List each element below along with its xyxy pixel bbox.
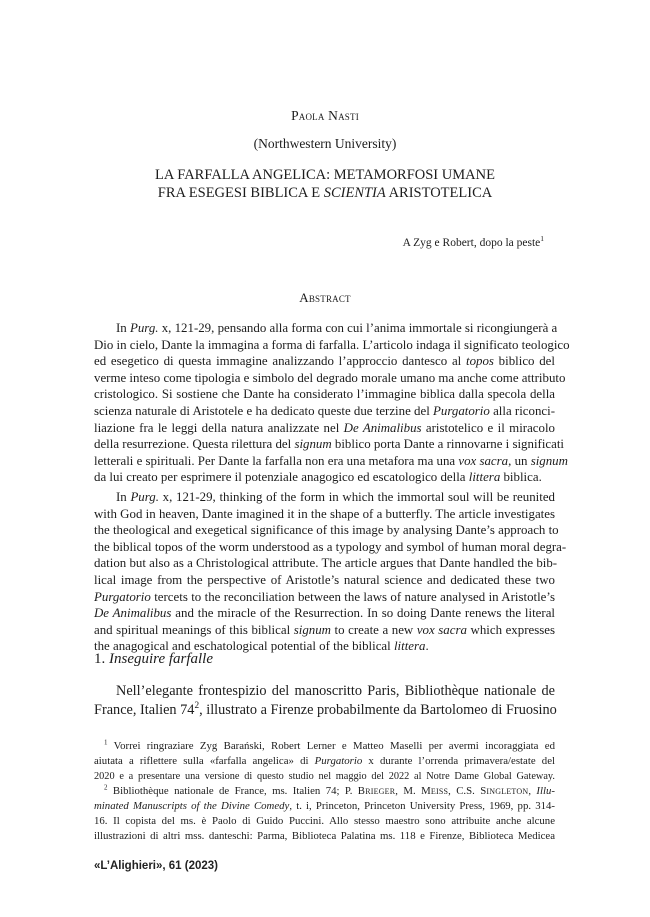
footnote-2-line <box>94 784 555 799</box>
abstract-text: scienza naturale di Aristotele e ha dedicato queste due terzine del <box>94 403 434 418</box>
abstract-line <box>94 589 555 606</box>
footnote-1-line <box>94 739 555 754</box>
footnote-2-line: 16. Il copista del ms. è Paolo di Guido Puccini. Allo stesso maestro sono attribuite anche alcune <box>94 815 555 827</box>
author-affiliation: (Northwestern University) <box>253 136 397 151</box>
abstract-italic: Purgatorio <box>94 589 151 604</box>
abstract-italian <box>94 320 570 486</box>
abstract-italic: Purg. <box>130 490 159 504</box>
footnote-2-line <box>94 799 555 814</box>
title-text: ARISTOTELICA <box>385 185 493 201</box>
abstract-text: alla riconci- <box>489 403 555 418</box>
abstract-text: della resurrezione. Questa rilettura del <box>94 437 295 452</box>
footnote-author: Singleton <box>480 785 529 797</box>
abstract-text: lical image from the perspective of Aristotle’s natural science and dedicated these two <box>94 572 555 587</box>
abstract-line <box>94 605 555 622</box>
abstract-italic: littera <box>393 639 426 654</box>
abstract-heading: Abstract <box>299 290 351 305</box>
abstract-italic: De Animalibus <box>343 420 422 435</box>
abstract-text: which expresses <box>466 622 555 637</box>
abstract-italic: signum <box>530 453 568 468</box>
abstract-text: biblico del <box>493 354 555 369</box>
abstract-text: the biblical topos of the worm understood as a typology and symbol of human moral degra- <box>94 539 567 554</box>
abstract-text: da lui creato per esprimere il potenziale anagogico ed escatologico della <box>94 470 469 485</box>
article-title <box>0 166 650 202</box>
dedication <box>402 234 544 249</box>
section-number: 1. <box>94 651 109 667</box>
title-italic: SCIENTIA <box>323 185 386 201</box>
abstract-text: x, 121-29, thinking of the form in which the immortal soul will be reunited <box>158 490 555 504</box>
abstract-text: aristotelico e il miracolo <box>421 420 555 435</box>
abstract-text: Dio in cielo, Dante la immagina a forma di farfalla. L’articolo indaga il significato teologico <box>94 337 570 352</box>
abstract-line <box>94 453 568 470</box>
footnote-italic: Illu- <box>536 785 555 797</box>
abstract-text: x, 121-29, pensando alla forma con cui l’anima immortale si ricongiungerà a <box>158 321 558 335</box>
abstract-line <box>94 436 565 453</box>
title-text: FRA ESEGESI BIBLICA E <box>157 185 324 201</box>
abstract-line <box>94 489 555 506</box>
footnote-1-line <box>94 754 555 769</box>
title-line-2 <box>0 184 650 202</box>
abstract-line <box>94 337 570 354</box>
abstract-line <box>94 506 555 523</box>
abstract-line <box>94 403 555 420</box>
abstract-text: and spiritual meanings of this biblical <box>94 622 294 637</box>
abstract-line <box>94 353 555 370</box>
footnote-author: Meiss <box>421 785 449 797</box>
footnote-text: , M. <box>395 785 422 797</box>
footnote-text: , <box>528 785 537 797</box>
title-line-1: LA FARFALLA ANGELICA: METAMORFOSI UMANE <box>155 167 495 183</box>
dedication-text: A Zyg e Robert, dopo la peste <box>402 237 541 249</box>
abstract-italic: Purgatorio <box>433 403 490 418</box>
abstract-text: tercets to the reconciliation between the laws of nature analysed in Aristotle’s <box>150 589 555 604</box>
abstract-text: cristologico. Si sostiene che Dante ha considerato l’immagine biblica dalla specola della <box>94 387 555 402</box>
footnotes <box>94 739 555 844</box>
abstract-text: dation but also as a Christological attribute. The article argues that Dante handled the bib- <box>94 556 558 571</box>
body-text: , illustrato a Firenze probabilmente da Bartolomeo di Fruosino <box>199 702 557 718</box>
abstract-text: with God in heaven, Dante imagined it in the shape of a butterfly. The article investigates <box>94 506 555 521</box>
abstract-italic: vox sacra <box>458 453 509 468</box>
footnote-ref[interactable]: 2 <box>194 701 200 712</box>
body-line: Nell’elegante frontespizio del manoscritto Paris, Bibliothèque nationale de <box>116 683 555 699</box>
footnote-mark: 2 <box>104 783 108 792</box>
abstract-line <box>94 555 558 572</box>
abstract-line <box>94 522 559 539</box>
section-heading <box>94 651 213 668</box>
footnote-italic: Purgatorio <box>314 755 363 767</box>
abstract-line <box>94 320 558 337</box>
journal-citation: «L’Alighieri», 61 (2023) <box>94 860 219 872</box>
footnote-text: , t. i, Princeton, Princeton University Press, 1969, pp. 314- <box>289 800 555 812</box>
abstract-line <box>94 469 555 486</box>
abstract-text: the anagogical and eschatological potential of the biblical <box>94 639 394 654</box>
abstract-text: to create a new <box>330 622 417 637</box>
author-name: Paola Nasti <box>291 108 359 123</box>
abstract-italic: signum <box>293 622 331 637</box>
footnote-ref[interactable]: 1 <box>540 234 544 244</box>
abstract-italic: topos <box>466 354 494 369</box>
footnote-italic: minated Manuscripts of the Divine Comedy <box>94 800 290 812</box>
abstract-text: In <box>116 321 130 335</box>
abstract-line <box>94 539 567 556</box>
abstract-text: biblica. <box>500 470 542 485</box>
abstract-text: , un <box>508 453 531 468</box>
abstract-line <box>94 370 566 387</box>
abstract-line <box>94 572 555 589</box>
abstract-english <box>94 489 567 655</box>
footnote-1-line: 2020 e a presentare una versione di questo studio nel maggio del 2022 al Notre Dame Global Gateway. <box>94 771 555 782</box>
abstract-line <box>94 420 555 437</box>
footnote-author: Brieger <box>357 785 396 797</box>
body-paragraph <box>94 682 555 720</box>
abstract-text: verme inteso come tipologia e simbolo del degrado morale umano ma anche come attributo <box>94 370 566 385</box>
abstract-text: letterali e spirituali. Per Dante la farfalla non era una metafora ma una <box>94 453 459 468</box>
section-title: Inseguire farfalle <box>109 651 214 667</box>
footnote-mark: 1 <box>104 738 108 747</box>
footnote-text: Bibliothèque nationale de France, ms. Italien 74; P. <box>112 785 358 797</box>
body-line <box>94 701 555 720</box>
footnote-text: x durante l’orrenda primavera/estate del <box>362 755 555 767</box>
body-text: France, Italien 74 <box>94 702 195 718</box>
abstract-italic: signum <box>294 437 332 452</box>
footnote-text: , C.S. <box>448 785 481 797</box>
abstract-line <box>94 622 555 639</box>
abstract-italic: Purg. <box>129 321 159 335</box>
abstract-text: . <box>425 639 429 654</box>
footnote-2-line: illustrazioni di altri mss. danteschi: Parma, Biblioteca Palatina ms. 118 e Firenze, Biblioteca Medicea <box>94 830 555 842</box>
abstract-text: and the miracle of the Resurrection. In so doing Dante renews the literal <box>171 606 555 621</box>
footnote-text: aiutata a riflettere sulla «farfalla angelica» di <box>94 755 315 767</box>
abstract-italic: vox sacra <box>416 622 467 637</box>
abstract-text: ed esegetico di questa immagine analizzando l’approccio dantesco al <box>94 354 466 369</box>
abstract-text: liazione fra le leggi della natura analizzate nel <box>94 420 344 435</box>
abstract-text: biblico porta Dante a rinnovarne i significati <box>331 437 565 452</box>
abstract-line <box>94 386 555 403</box>
abstract-italic: littera <box>468 470 501 485</box>
abstract-text: the theological and exegetical significance of this image by analysing Dante’s approach to <box>94 523 559 538</box>
footnote-text: Vorrei ringraziare Zyg Barański, Robert Lerner e Matteo Maselli per avermi incoraggiata ed <box>113 740 555 752</box>
abstract-text: In <box>116 490 131 504</box>
abstract-italic: De Animalibus <box>94 606 172 621</box>
